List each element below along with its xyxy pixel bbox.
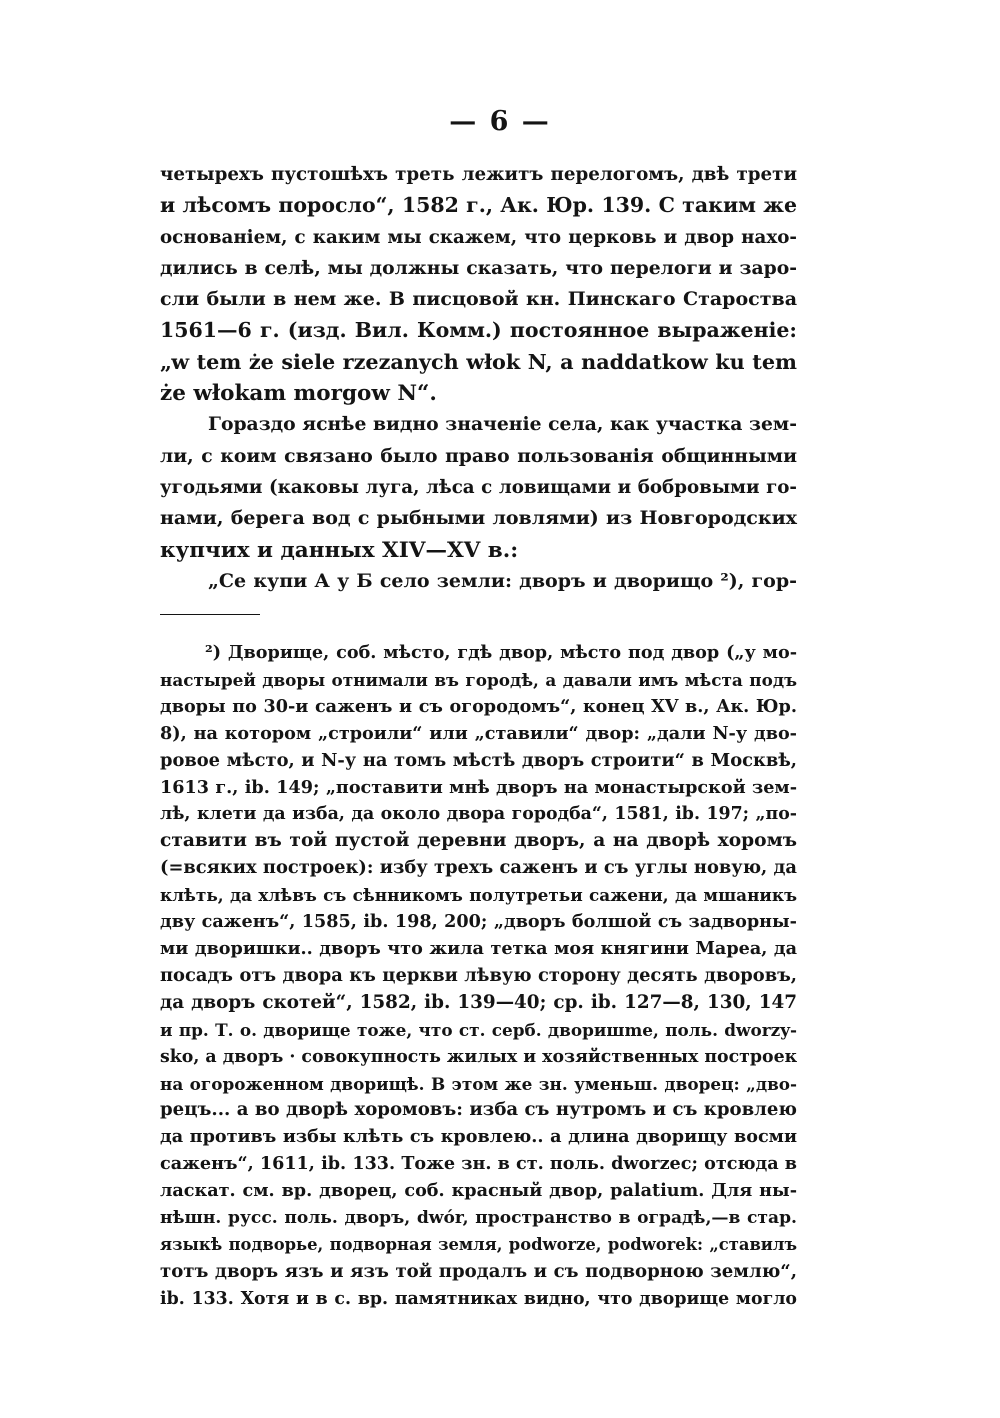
text-line: нами, берега вод с рыбными ловлями) из Новгородских: [160, 507, 797, 530]
text-line: „Се купи А у Б село земли: дворъ и дворищо ²), гор-: [208, 569, 797, 592]
footnote-line: и пр. Т. о. дворище тоже, что ст. серб. дворишmе, поль. dworzy-: [160, 1019, 797, 1040]
footnote-2: [160, 640, 797, 1313]
text-line: że włokam morgow N“.: [160, 381, 437, 407]
footnote-line: 1613 г., ib. 149; „поставити мнѣ дворъ на монастырской зем-: [160, 776, 797, 798]
footnote-line: ровое мѣсто, и N-у на томъ мѣстѣ дворъ строити“ в Москвѣ,: [160, 749, 797, 771]
footnote-line: ib. 133. Хотя и в с. вр. памятниках видно, что дворище могло: [160, 1288, 797, 1309]
footnote-line: дворы по 30-и саженъ и съ огородомъ“, конец XV в., Ак. Юр.: [160, 695, 797, 717]
footnote-line: языкѣ подворье, подворная земля, podworze, podworek: „ставилъ: [160, 1234, 797, 1254]
footnote-line: тотъ дворъ язъ и язъ той продалъ и съ подворною землю“,: [160, 1260, 797, 1282]
footnote-separator: [160, 614, 260, 615]
text-line: угодьями (каковы луга, лѣса с ловищами и бобровыми го-: [160, 476, 797, 498]
footnote-line: ласкат. см. вр. дворец, соб. красный двор, palatium. Для ны-: [160, 1180, 797, 1202]
paragraph-3: [160, 566, 797, 597]
footnote-line: sko, а дворъ · совокупность жилых и хозяйственных построек: [160, 1046, 798, 1067]
text-line: дились в селѣ, мы должны сказать, что перелоги и заро-: [160, 256, 797, 279]
paragraph-1: [160, 159, 797, 409]
footnote-line: 8), на котором „строили“ или „ставили“ двор: „дали N-у дво-: [160, 722, 797, 744]
footnote-line: да противъ избы клѣть съ кровлею.. а длина дворищу восми: [160, 1126, 797, 1148]
footnote-line: (=всяких построек): избу трехъ саженъ и съ углы новую, да: [160, 857, 797, 879]
footnote-line: ²) Дворище, соб. мѣсто, гдѣ двор, мѣсто под двор („у мо-: [205, 642, 797, 663]
footnote-line: да дворъ скотей“, 1582, ib. 139—40; ср. ib. 127—8, 130, 147: [160, 991, 797, 1013]
text-line: сли были в нем же. В писцовой кн. Пинскаго Староства: [160, 288, 797, 311]
footnote-line: саженъ“, 1611, ib. 133. Тоже зн. в ст. поль. dworzec; отсюда в: [160, 1153, 797, 1175]
footnote-line: настырей дворы отнимали въ городѣ, а давали имъ мѣста подъ: [160, 669, 797, 690]
text-line: четырехъ пустошѣхъ треть лежитъ перелогомъ, двѣ трети: [160, 164, 797, 185]
paragraph-2: [160, 409, 797, 565]
footnote-line: клѣть, да хлѣвъ съ сѣнникомъ полутретьи сажени, да мшаникъ: [160, 885, 797, 906]
footnote-line: ставити въ той пустой деревни дворъ, а на дворѣ хоромъ: [160, 830, 797, 852]
text-line: и лѣсомъ поросло“, 1582 г., Ак. Юр. 139. С таким же: [160, 193, 797, 218]
footnote-line: ми дворишки.. дворъ что жила тетка моя княгини Мареа, да: [160, 937, 797, 959]
text-line: купчих и данных XIV—XV в.:: [160, 537, 519, 563]
text-line: 1561—6 г. (изд. Вил. Комм.) постоянное выраженіе:: [160, 318, 797, 343]
footnote-line: на огороженном дворищѣ. В этом же зн. уменьш. дворец: „дво-: [160, 1073, 797, 1094]
footnote-line: нѣшн. русс. поль. дворъ, dwór, пространство в оградѣ,—в стар.: [160, 1208, 797, 1229]
text-line: Гораздо яснѣе видно значеніе села, как участка зем-: [208, 413, 797, 436]
footnote-line: лѣ, клети да изба, да около двора городба“, 1581, ib. 197; „по-: [160, 804, 797, 825]
main-text: [160, 159, 797, 597]
footnote-line: посадъ отъ двора къ церкви лѣвую сторону десять дворовъ,: [160, 964, 797, 986]
footnote-line: дву саженъ“, 1585, ib. 198, 200; „дворъ болшой съ задворны-: [160, 911, 797, 933]
page-number: — 6 —: [449, 106, 551, 137]
text-line: ли, с коим связано было право пользованія общинными: [160, 444, 797, 467]
text-line: „w tem że siele rzezanych włok N, a naddatkow ku tem: [160, 349, 797, 374]
footnote-line: рецъ... а во дворѣ хоромовъ: изба съ нутромъ и съ кровлею: [160, 1099, 797, 1121]
text-line: основаніем, с каким мы скажем, что церковь и двор нахо-: [160, 226, 797, 248]
